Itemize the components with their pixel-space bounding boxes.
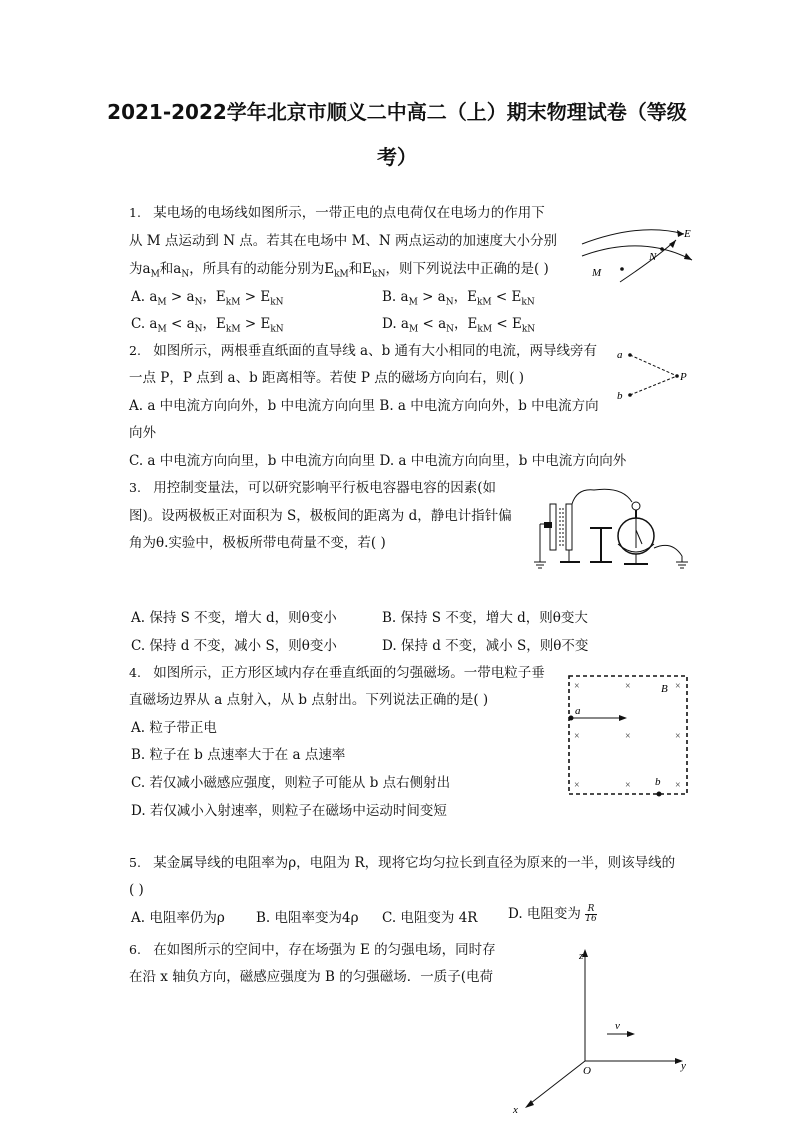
question-text: ( ) bbox=[129, 882, 144, 898]
svg-text:×: × bbox=[675, 780, 681, 791]
label-b: b bbox=[617, 390, 623, 402]
svg-text:×: × bbox=[574, 731, 580, 742]
label-b-field: B bbox=[661, 683, 668, 695]
option-c[interactable]: C. 电阻变为 4R bbox=[382, 910, 478, 926]
page-title: 2021-2022学年北京市顺义二中高二（上）期末物理试卷（等级 bbox=[107, 100, 687, 124]
question-number: 6. bbox=[129, 942, 141, 957]
option-d[interactable]: D. 电阻变为 $\frac{R}{16}$ bbox=[508, 904, 597, 924]
label-z: z bbox=[579, 950, 584, 962]
svg-text:×: × bbox=[675, 681, 681, 692]
label-a: a bbox=[617, 349, 623, 361]
option-d[interactable]: D. 保持 d 不变，减小 S，则θ不变 bbox=[382, 638, 589, 654]
question-text: 某电场的电场线如图所示，一带正电的点电荷仅在电场力的作用下 bbox=[153, 205, 545, 221]
label-m: M bbox=[592, 267, 602, 279]
option-b[interactable]: B. 粒子在 b 点速率大于在 a 点速率 bbox=[131, 747, 346, 763]
question-text: 为$a_M$和$a_N$，所具有的动能分别为$E_{kM}$和$E_{kN}$，则下列说法中正确的是( ) bbox=[129, 261, 549, 280]
svg-text:×: × bbox=[574, 780, 580, 791]
svg-text:×: × bbox=[574, 681, 580, 692]
label-y: y bbox=[681, 1060, 686, 1072]
option-b[interactable]: B. $a_M > a_N$，$E_{kM} < E_{kN}$ bbox=[382, 289, 535, 308]
question-text: 某金属导线的电阻率为ρ，电阻为 R，现将它均匀拉长到直径为原来的一半，则该导线的 bbox=[153, 855, 676, 871]
option-a[interactable]: A. 电阻率仍为ρ bbox=[131, 910, 225, 926]
option-c[interactable]: C. 保持 d 不变，减小 S，则θ变小 bbox=[131, 638, 337, 654]
option-b[interactable]: B. 保持 S 不变，增大 d，则θ变大 bbox=[382, 610, 588, 626]
svg-text:×: × bbox=[625, 780, 631, 791]
label-x: x bbox=[513, 1104, 518, 1116]
svg-text:×: × bbox=[625, 731, 631, 742]
question-number: 1. bbox=[129, 205, 141, 220]
option-d[interactable]: D. $a_M < a_N$，$E_{kM} < E_{kN}$ bbox=[382, 316, 536, 335]
question-text: 在如图所示的空间中，存在场强为 E 的匀强电场，同时存 bbox=[153, 942, 496, 958]
label-e: E bbox=[684, 228, 691, 240]
magnetic-field-square-figure bbox=[565, 672, 693, 798]
question-number: 2. bbox=[129, 343, 141, 358]
label-p: P bbox=[680, 371, 687, 383]
option-c[interactable]: C. 若仅减小磁感应强度，则粒子可能从 b 点右侧射出 bbox=[131, 775, 451, 791]
label-n: N bbox=[649, 251, 657, 263]
question-number: 5. bbox=[129, 855, 141, 870]
svg-text:×: × bbox=[675, 731, 681, 742]
question-text: 用控制变量法，可以研究影响平行板电容器电容的因素(如 bbox=[153, 480, 497, 496]
label-origin: O bbox=[583, 1065, 591, 1077]
question-number: 4. bbox=[129, 665, 141, 680]
question-text: 如图所示，正方形区域内存在垂直纸面的匀强磁场。一带电粒子垂 bbox=[153, 665, 545, 681]
question-text: 从 M 点运动到 N 点。若其在电场中 M、N 两点运动的加速度大小分别 bbox=[129, 233, 558, 249]
option-b-continued: 向外 bbox=[129, 425, 156, 441]
coordinate-axes-figure bbox=[505, 945, 700, 1117]
label-a-point: a bbox=[575, 705, 581, 717]
option-d[interactable]: D. 若仅减小入射速率，则粒子在磁场中运动时间变短 bbox=[131, 803, 447, 819]
label-v: v bbox=[615, 1020, 620, 1032]
label-b-point: b bbox=[655, 776, 661, 788]
option-a[interactable]: A. 保持 S 不变，增大 d，则θ变小 bbox=[131, 610, 337, 626]
option-b[interactable]: B. 电阻率变为4ρ bbox=[256, 910, 359, 926]
option-a[interactable]: A. $a_M > a_N$，$E_{kM} > E_{kN}$ bbox=[131, 289, 284, 308]
option-a-b[interactable]: A. a 中电流方向向外，b 中电流方向向里 B. a 中电流方向向外，b 中电流方向 bbox=[129, 398, 599, 414]
question-text: 在沿 x 轴负方向，磁感应强度为 B 的匀强磁场．一质子(电荷 bbox=[129, 969, 493, 985]
question-number: 3. bbox=[129, 480, 141, 495]
question-text: 如图所示，两根垂直纸面的直导线 a、b 通有大小相同的电流，两导线旁有 bbox=[153, 343, 598, 359]
option-c[interactable]: C. $a_M < a_N$，$E_{kM} > E_{kN}$ bbox=[131, 316, 284, 335]
wires-figure bbox=[612, 343, 692, 405]
question-text: 直磁场边界从 a 点射入，从 b 点射出。下列说法正确的是( ) bbox=[129, 692, 489, 708]
fraction: $\frac{R}{16}$ bbox=[585, 904, 597, 924]
option-c-d[interactable]: C. a 中电流方向向里，b 中电流方向向里 D. a 中电流方向向里，b 中电流方向向外 bbox=[129, 453, 627, 469]
option-a[interactable]: A. 粒子带正电 bbox=[131, 720, 217, 736]
question-text: 图)。设两极板正对面积为 S，极板间的距离为 d，静电计指针偏 bbox=[129, 508, 512, 524]
capacitor-electrometer-figure bbox=[532, 484, 692, 576]
electric-field-lines-figure bbox=[580, 212, 700, 284]
question-text: 一点 P，P 点到 a、b 距离相等。若使 P 点的磁场方向向右，则( ) bbox=[129, 370, 525, 386]
svg-text:×: × bbox=[625, 681, 631, 692]
question-text: 角为θ.实验中，极板所带电荷量不变，若( ) bbox=[129, 535, 386, 551]
page-title-continued: 考） bbox=[377, 145, 417, 169]
